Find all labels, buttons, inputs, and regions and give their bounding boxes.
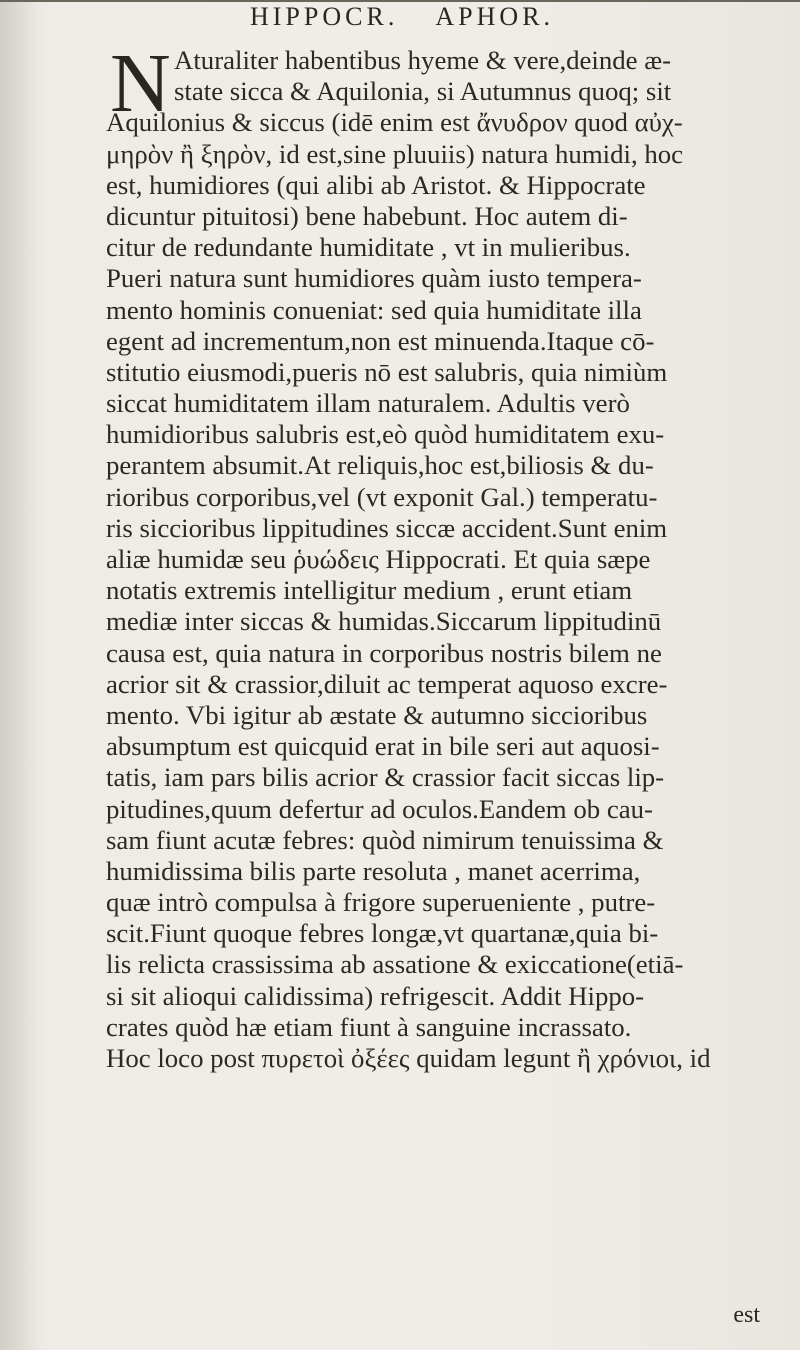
- text-line: acrior sit & crassior,diluit ac temperat aquoso excre-: [106, 668, 668, 699]
- text-line: siccat humiditatem illam naturalem. Adultis verò: [106, 388, 630, 419]
- text-line: Aturaliter habentibus hyeme & vere,deinde æ-: [174, 45, 672, 75]
- text-line: mento hominis conueniat: sed quia humiditate illa: [106, 294, 642, 325]
- text-line: quæ intrò compulsa à frigore superueniente , putre-: [106, 887, 656, 918]
- text-line: dicuntur pituitosi) bene habebunt. Hoc autem di-: [106, 200, 628, 231]
- text-line: state sicca & Aquilonia, si Autumnus quoq; sit: [174, 76, 672, 107]
- text-line: aliæ humidæ seu ῥυώδεις Hippocrati. Et quia sæpe: [106, 544, 651, 574]
- text-line: stitutio eiusmodi,pueris nō est salubris, quia nimiùm: [106, 356, 668, 387]
- running-head-right: APHOR.: [435, 2, 555, 31]
- text-line: notatis extremis intelligitur medium , erunt etiam: [106, 575, 633, 606]
- drop-cap-initial: N: [110, 37, 171, 130]
- text-line: mediæ inter siccas & humidas.Siccarum lippitudinū: [106, 606, 662, 637]
- text-line: pitudines,quum defertur ad oculos.Eandem ob cau-: [106, 793, 653, 824]
- text-line: humidissima bilis parte resoluta , manet acerrima,: [106, 855, 641, 886]
- running-head-left: HIPPOCR.: [250, 2, 399, 31]
- text-line: ris siccioribus lippitudines siccæ accident.Sunt enim: [106, 512, 668, 543]
- text-line: μηρὸν ἢ ξηρὸν, id est,sine pluuiis) natura humidi, hoc: [106, 138, 684, 169]
- text-line: citur de redundante humiditate , vt in mulieribus.: [106, 232, 631, 263]
- text-line: sam fiunt acutæ febres: quòd nimirum tenuissima &: [106, 824, 664, 855]
- text-line: perantem absumit.At reliquis,hoc est,biliosis & du-: [106, 450, 654, 481]
- text-line: egent ad incrementum,non est minuenda.Itaque cō-: [106, 325, 655, 356]
- text-line: absumptum est quicquid erat in bile seri aut aquosi-: [106, 731, 660, 762]
- text-line: Hoc loco post πυρετοὶ ὀξέες quidam legunt ἢ χρόνιοι, id: [106, 1043, 711, 1073]
- text-line: tatis, iam pars bilis acrior & crassior facit siccas lip-: [106, 762, 665, 793]
- text-line: causa est, quia natura in corporibus nostris bilem ne: [106, 637, 662, 668]
- running-head: [250, 2, 582, 32]
- text-line: crates quòd hæ etiam fiunt à sanguine incrassato.: [106, 1011, 632, 1042]
- text-line: scit.Fiunt quoque febres longæ,vt quartanæ,quia bi-: [106, 918, 659, 949]
- text-line: mento. Vbi igitur ab æstate & autumno siccioribus: [106, 699, 648, 730]
- text-line: lis relicta crassissima ab assatione & exiccatione(etiā-: [106, 949, 684, 980]
- text-line: est, humidiores (qui alibi ab Aristot. & Hippocrate: [106, 169, 646, 200]
- body-text: [106, 45, 766, 1074]
- text-line: si sit alioqui calidissima) refrigescit. Addit Hippo-: [106, 980, 645, 1011]
- text-line: Aquilonius & siccus (idē enim est ἄνυδρον quod αὐχ-: [106, 107, 683, 138]
- page-gutter-shadow: [0, 0, 40, 1350]
- text-line: humidioribus salubris est,eò quòd humiditatem exu-: [106, 419, 665, 450]
- catchword: est: [733, 1302, 760, 1328]
- text-line: rioribus corporibus,vel (vt exponit Gal.) temperatu-: [106, 481, 658, 512]
- text-line: Pueri natura sunt humidiores quàm iusto tempera-: [106, 263, 642, 294]
